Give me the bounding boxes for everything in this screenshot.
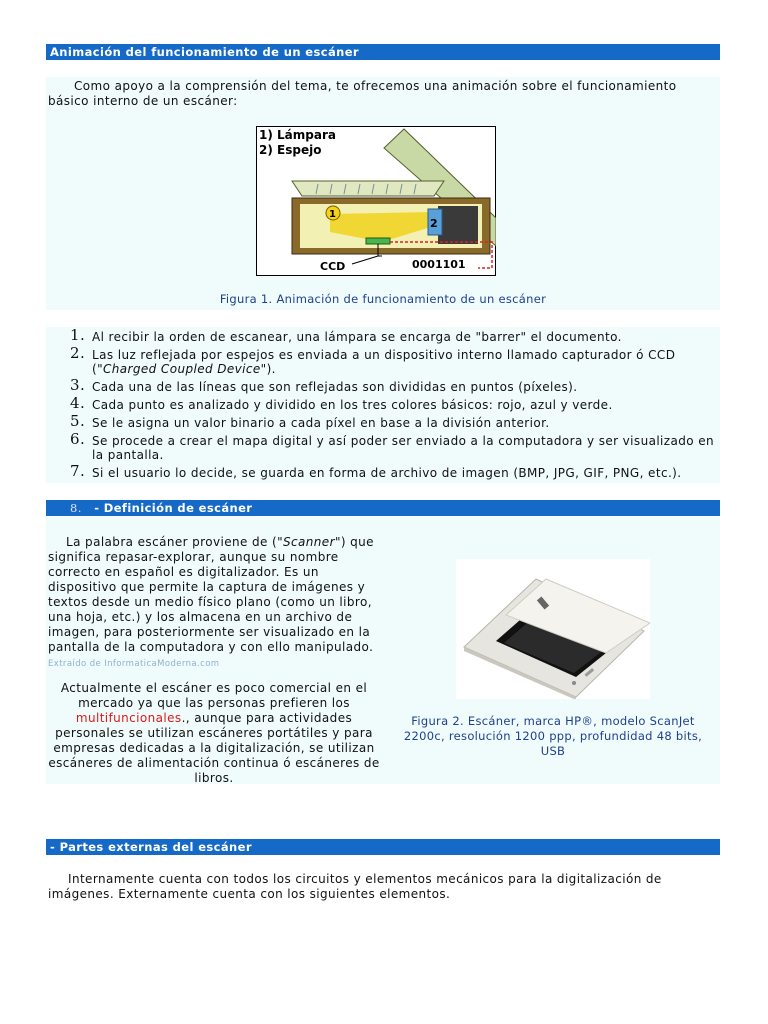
list-item: 5. Se le asigna un valor binario a cada píxel en base a la división anterior. — [70, 412, 550, 430]
diagram-label-lamp: 1) Lámpara — [259, 128, 336, 142]
figure1-caption: Figura 1. Animación de funcionamiento de un escáner — [219, 292, 547, 306]
section-animation-title: Animación del funcionamiento de un escáner — [50, 45, 359, 59]
section-definition-header — [46, 500, 720, 516]
section-number: 8. — [70, 501, 82, 515]
list-item: 7. Si el usuario lo decide, se guarda en forma de archivo de imagen (BMP, JPG, GIF, PNG, etc.). — [70, 462, 682, 480]
mirror-marker-text: 2 — [430, 217, 438, 230]
parts-paragraph: Internamente cuenta con todos los circuitos y elementos mecánicos para la digitalización de imágenes. Externamente cuenta con los siguientes elementos. — [48, 872, 662, 901]
list-item: 2. Las luz reflejada por espejos es enviada a un dispositivo interno llamado capturador ó CCD ("Charged Coupled Device"). — [70, 344, 676, 376]
section-parts-title: - Partes externas del escáner — [50, 840, 252, 854]
definition-paragraph: La palabra escáner proviene de ("Scanner") que significa repasar-explorar, aunque su nombre correcto en español es digitalizador. Es un dispositivo que permite la captura de imágenes y textos desde un medio físico plano (como un libro, una hoja, etc.) y los almacena en un archivo de imagen, para posteriormente ser visualizado en la pantalla de la computadora y con ello manipulado. Extraído de InformaticaModerna.com — [48, 535, 374, 669]
steps-panel — [46, 327, 720, 483]
diagram-label-ccd: CCD — [320, 260, 346, 273]
scanner-animation-diagram — [256, 126, 496, 276]
figure2-caption: Figura 2. Escáner, marca HP®, modelo ScanJet 2200c, resolución 1200 ppp, profundidad 48 bits, USB — [403, 714, 703, 758]
list-item: 1. Al recibir la orden de escanear, una lámpara se encarga de "barrer" el documento. — [70, 326, 622, 344]
list-item: 3. Cada una de las líneas que son reflejadas son divididas en puntos (píxeles). — [70, 376, 578, 394]
list-item: 4. Cada punto es analizado y dividido en los tres colores básicos: rojo, azul y verde. — [70, 394, 613, 412]
diagram-binary-output: 0001101 — [412, 258, 466, 271]
list-item: 6. Se procede a crear el mapa digital y así poder ser enviado a la computadora y ser visualizado en la pantalla. — [70, 430, 715, 462]
steps-list — [46, 326, 716, 484]
multifuncionales-link[interactable]: multifuncionales — [75, 711, 182, 725]
lamp-marker-text: 1 — [329, 209, 336, 220]
section-animation-header — [46, 44, 720, 60]
scanner-photo — [456, 559, 650, 699]
section-parts-header — [46, 839, 720, 855]
definition-panel — [46, 517, 720, 784]
section-definition-title: - Definición de escáner — [94, 501, 253, 515]
animation-panel — [46, 77, 720, 310]
diagram-label-mirror: 2) Espejo — [259, 143, 322, 157]
glass-plate — [292, 181, 444, 196]
ccd-sensor — [366, 238, 390, 244]
source-link[interactable]: Extraído de InformaticaModerna.com — [48, 659, 220, 669]
market-paragraph: Actualmente el escáner es poco comercial en el mercado ya que las personas prefieren los multifuncionales., aunque para actividades personales se utilizan escáneres portátiles y para empresas dedicadas a la digitalización, se utilizan escáneres de alimentación continua ó escáneres de libros. — [48, 681, 380, 785]
animation-intro: Como apoyo a la comprensión del tema, te ofrecemos una animación sobre el funcionamiento básico interno de un escáner: — [48, 79, 677, 108]
